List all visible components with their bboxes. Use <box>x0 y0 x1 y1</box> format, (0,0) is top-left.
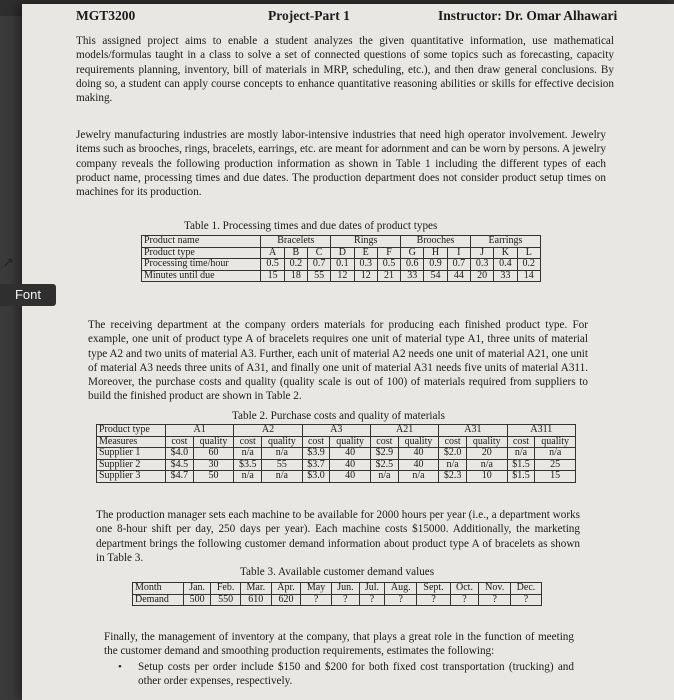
table-row <box>97 425 576 437</box>
table-cell: Measures <box>97 436 166 448</box>
font-button[interactable]: Font <box>0 284 56 306</box>
table-cell: Minutes until due <box>142 270 261 282</box>
table-cell: 0.5 <box>261 259 284 271</box>
table-cell: cost <box>234 436 262 448</box>
table-cell: A2 <box>234 425 302 437</box>
table-cell: D <box>331 247 354 259</box>
table-cell: Feb. <box>211 583 241 595</box>
table-cell: 14 <box>517 270 540 282</box>
jewelry-paragraph: Jewelry manufacturing industries are mostly labor-intensive industries that need high operator involvement. Jewelry items such as brooches, rings, bracelets, earrings, etc. are meant for adornment and can be worn by persons. A jewelry company reveals the following production information as shown in Table 1 including the different types of each product name, processing times and due dates. The production department does not consider product setup times on machines for its production. <box>76 129 606 199</box>
arrow-icon: ↗ <box>2 255 14 271</box>
table-cell: A3 <box>302 425 370 437</box>
table3-caption: Table 3. Available customer demand values <box>240 566 435 578</box>
table-cell: Bracelets <box>261 236 331 248</box>
table-cell: ? <box>479 594 511 606</box>
table-cell: K <box>494 247 517 259</box>
table-cell: n/a <box>262 471 303 483</box>
table-cell: 20 <box>470 270 493 282</box>
table-cell: 40 <box>330 471 371 483</box>
table-cell: cost <box>370 436 398 448</box>
table-cell: H <box>424 247 447 259</box>
instructor-name: Instructor: Dr. Omar Alhawari <box>438 8 618 23</box>
table-cell: Demand <box>133 594 184 606</box>
table-cell: Mar. <box>240 583 271 595</box>
table-cell: cost <box>439 436 467 448</box>
table-cell: $3.0 <box>302 471 330 483</box>
table-cell: Jun. <box>331 583 359 595</box>
table-cell: quality <box>467 436 508 448</box>
table-cell: 0.7 <box>308 259 331 271</box>
table-cell: ? <box>510 594 541 606</box>
table-cell: 610 <box>240 594 271 606</box>
intro-paragraph: This assigned project aims to enable a student analyzes the given quantitative information, use mathematical models/formulas taught in a class to solve a set of connected questions of some topics such as forecasting, capacity requirements planning, inventory, bill of materials in MRP, scheduling, etc.), and then draw general conclusions. By doing so, a student can apply course concepts to enhance quantitative reasoning abilities or skills for effective decision making. <box>76 35 614 105</box>
table-cell: Month <box>133 583 184 595</box>
course-code: MGT3200 <box>76 8 136 23</box>
table-cell: Rings <box>331 236 401 248</box>
table-cell: $3.5 <box>234 459 262 471</box>
bullet-icon: • <box>118 661 122 673</box>
table-cell: 0.7 <box>447 259 470 271</box>
table-cell: 12 <box>331 270 354 282</box>
table-cell: 10 <box>467 471 508 483</box>
table-cell: Earrings <box>470 236 540 248</box>
table-row <box>97 471 576 483</box>
table-cell: 0.9 <box>424 259 447 271</box>
table-cell: Product type <box>142 247 261 259</box>
table-cell: n/a <box>535 448 576 460</box>
purchase-costs-table <box>96 424 576 483</box>
table-cell: I <box>447 247 470 259</box>
table-cell: 40 <box>330 448 371 460</box>
table-cell: 0.5 <box>377 259 400 271</box>
table-cell: quality <box>535 436 576 448</box>
receiving-paragraph: The receiving department at the company orders materials for producing each finished product type. For example, one unit of product type A of bracelets requires one unit of material type A1, three units of material type A2 and two units of material A3. Further, each unit of material A2 needs one unit of material A21, one unit of material A3 needs three units of A31, and finally one unit of material A31 needs five units of material A311. Moreover, the purchase costs and quality (quality scale is out of 100) of materials required from suppliers to build the finished product are shown in Table 2. <box>88 319 588 403</box>
table-cell: 0.3 <box>470 259 493 271</box>
table-cell: 60 <box>193 448 234 460</box>
table-cell: 15 <box>261 270 284 282</box>
processing-times-table <box>141 235 541 282</box>
table-cell: $2.5 <box>370 459 398 471</box>
table-cell: E <box>354 247 377 259</box>
table-cell: quality <box>193 436 234 448</box>
table-cell: 0.2 <box>284 259 307 271</box>
table-cell: 55 <box>262 459 303 471</box>
table-cell: quality <box>398 436 439 448</box>
table-cell: n/a <box>507 448 535 460</box>
table-cell: A31 <box>439 425 507 437</box>
table-cell: Supplier 3 <box>97 471 166 483</box>
table-row <box>142 259 541 271</box>
table-cell: 0.3 <box>354 259 377 271</box>
table-cell: A311 <box>507 425 575 437</box>
table-cell: 40 <box>398 448 439 460</box>
project-title: Project-Part 1 <box>268 8 350 23</box>
table-cell: 0.2 <box>517 259 540 271</box>
table-cell: $2.9 <box>370 448 398 460</box>
table-cell: Oct. <box>450 583 479 595</box>
table2-caption: Table 2. Purchase costs and quality of materials <box>232 410 445 422</box>
table-cell: L <box>517 247 540 259</box>
table-cell: $3.7 <box>302 459 330 471</box>
table-cell: quality <box>330 436 371 448</box>
table-cell: G <box>401 247 424 259</box>
table1-caption: Table 1. Processing times and due dates of product types <box>184 220 438 232</box>
table-cell: 55 <box>308 270 331 282</box>
table-cell: 44 <box>447 270 470 282</box>
table-row <box>97 459 576 471</box>
table-cell: 0.4 <box>494 259 517 271</box>
table-cell: cost <box>302 436 330 448</box>
table-cell: Product type <box>97 425 166 437</box>
table-cell: ? <box>359 594 384 606</box>
table-cell: 40 <box>398 459 439 471</box>
table-cell: 550 <box>211 594 241 606</box>
table-cell: 33 <box>494 270 517 282</box>
table-cell: 40 <box>330 459 371 471</box>
table-cell: Brooches <box>401 236 471 248</box>
table-cell: Dec. <box>510 583 541 595</box>
table-cell: 54 <box>424 270 447 282</box>
table-cell: ? <box>450 594 479 606</box>
table-row <box>97 448 576 460</box>
table-cell: $4.0 <box>166 448 194 460</box>
table-cell: quality <box>262 436 303 448</box>
table-cell: A21 <box>370 425 438 437</box>
table-cell: n/a <box>234 471 262 483</box>
table-cell: $4.5 <box>166 459 194 471</box>
table-cell: $1.5 <box>507 459 535 471</box>
table-cell: 15 <box>535 471 576 483</box>
table-cell: A <box>261 247 284 259</box>
table-cell: $2.3 <box>439 471 467 483</box>
table-row <box>133 583 542 595</box>
table-cell: B <box>284 247 307 259</box>
table-cell: ? <box>417 594 450 606</box>
table-cell: 12 <box>354 270 377 282</box>
table-cell: $3.9 <box>302 448 330 460</box>
table-row <box>133 594 542 606</box>
table-cell: ? <box>331 594 359 606</box>
table-cell: C <box>308 247 331 259</box>
table-cell: Apr. <box>271 583 301 595</box>
table-cell: 50 <box>193 471 234 483</box>
table-cell: 500 <box>183 594 210 606</box>
table-cell: Sept. <box>417 583 450 595</box>
table-cell: n/a <box>234 448 262 460</box>
table-cell: Nov. <box>479 583 511 595</box>
table-row <box>97 436 576 448</box>
table-cell: J <box>470 247 493 259</box>
production-paragraph: The production manager sets each machine to be available for 2000 hours per year (i.e., a department works one 8-hour shift per day, 250 days per year). Each machine costs $15000. Additionally, the marketing department brings the following customer demand information about product type A of bracelets as shown in Table 3. <box>96 509 580 564</box>
customer-demand-table <box>132 582 542 606</box>
table-cell: $1.5 <box>507 471 535 483</box>
table-cell: 20 <box>467 448 508 460</box>
table-cell: $2.0 <box>439 448 467 460</box>
table-cell: Supplier 2 <box>97 459 166 471</box>
table-cell: 620 <box>271 594 301 606</box>
table-cell: Jan. <box>183 583 210 595</box>
inventory-paragraph: Finally, the management of inventory at the company, that plays a great role in the function of meeting the customer demand and smoothing production requirements, estimates the following: <box>104 631 574 658</box>
table-cell: cost <box>507 436 535 448</box>
table-cell: Aug. <box>385 583 417 595</box>
table-cell: 30 <box>193 459 234 471</box>
table-cell: F <box>377 247 400 259</box>
table-cell: Product name <box>142 236 261 248</box>
table-row <box>142 236 541 248</box>
table-cell: A1 <box>166 425 234 437</box>
table-cell: n/a <box>370 471 398 483</box>
setup-cost-bullet: Setup costs per order include $150 and $200 for both fixed cost transportation (trucking) and other order expenses, respectively. <box>138 661 574 688</box>
table-cell: 33 <box>401 270 424 282</box>
table-cell: 0.6 <box>401 259 424 271</box>
table-cell: May <box>301 583 332 595</box>
table-row <box>142 247 541 259</box>
table-cell: Jul. <box>359 583 384 595</box>
table-cell: 21 <box>377 270 400 282</box>
table-row <box>142 270 541 282</box>
table-cell: Processing time/hour <box>142 259 261 271</box>
table-cell: 18 <box>284 270 307 282</box>
table-cell: n/a <box>262 448 303 460</box>
table-cell: n/a <box>467 459 508 471</box>
table-cell: n/a <box>398 471 439 483</box>
table-cell: Supplier 1 <box>97 448 166 460</box>
table-cell: 0.1 <box>331 259 354 271</box>
table-cell: cost <box>166 436 194 448</box>
table-cell: ? <box>385 594 417 606</box>
table-cell: n/a <box>439 459 467 471</box>
table-cell: $4.7 <box>166 471 194 483</box>
table-cell: ? <box>301 594 332 606</box>
table-cell: 25 <box>535 459 576 471</box>
